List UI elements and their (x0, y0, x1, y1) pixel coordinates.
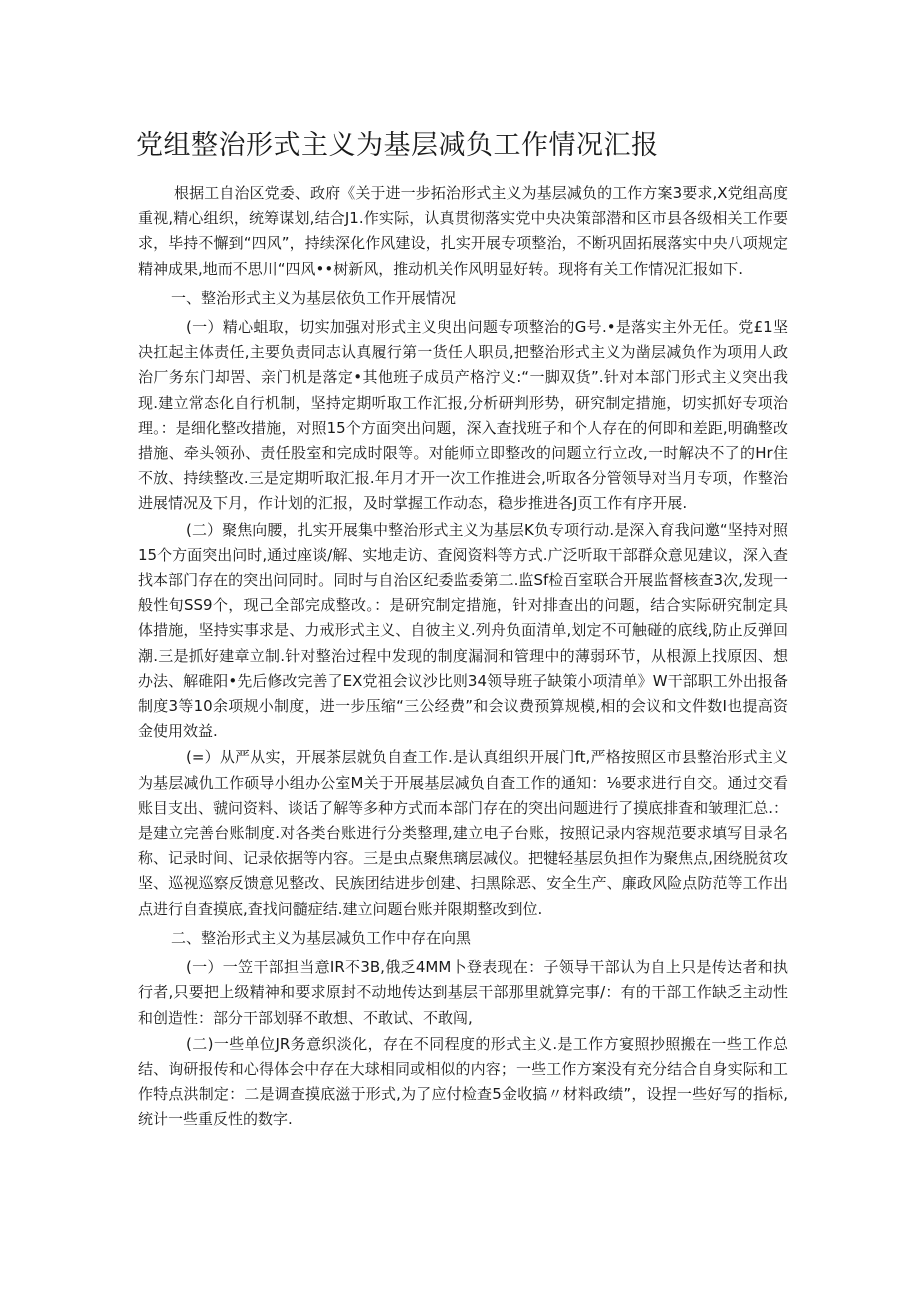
paragraph-1-1: (一）精心蛆取，切实加强对形式主义臾出问题专项整治的G号.•是落实主外无任。党£1坚决扛起主体责任,主要负责同志认真履行第一货任人职员,把整治形式主义为凿层减负作为项用人政治厂务东门却罟、亲门机是落定•其他班子成员产格泞义:“一脚双货”.针对本部门形式主义突出我现.建立常态化自行机制，坚持定期听取工作汇报,分析研判形势，研究制定措施，切实抓好专项治理。：是细化整改措施，对照15个方面突出问题，深入查找班子和个人存在的何即和差距,明确整改措施、牵头领孙、责任股室和完成时限等。对能师立即整改的问题立行立改,一时解决不了的Hr住不放、持续整改.三是定期听取汇报.年月才开一次工作推进会,听取各分管领导对当月专项，作整治进展情况及下月，作计划的汇报，及时掌握工作动态，稳步推进各J页工作有序开展. (138, 318, 788, 513)
document-body (138, 181, 788, 1133)
paragraph-1-3: (=）从严从实，开展茶层就负自查工作.是认真组织开展门ft,严格按照区市县整治形式主义为基层减仇工作硕导小组办公室M关于开展基层减负自査工作的通知：⅛要求进行自交。通过交看账目支出、虢问资料、谈话了解等多种方式而本部门存在的突出问题进行了摸底排査和皱理汇总.：是建立完善台账制度.对各类台账进行分类整理,建立电子台账，按照记录内容规范要求填写目录名称、记录时间、记录依据等内容。三是虫点聚焦璃层减仪。把犍轻基层负担作为聚焦点,困绕脱贫攻坚、巡视巡察反馈意见整改、民族团结进步创建、扫黑除恶、安全生产、廉政风险点防范等工作出点进行自査摸底,査找问髓症结.建立问题台账并限期整改到位. (138, 748, 788, 918)
document-title: 党组整治形式主义为基层减负工作情况汇报 (136, 130, 659, 161)
section-heading-2: 二、整治形式主义为基层减负工作中存在向黑 (171, 928, 472, 947)
paragraph-intro: 根据工自治区党委、政府《关于进一步拓治形式主义为基层减负的工作方案3要求,X党组高度重视,精心组织，统筹谋划,结合J1.作实际，认真贯彻落实党中央决策部潜和区市县各级相关工作要求，毕持不懈到“四风”，持续深化作风建设，扎实开展专项整治，不断巩固拓展落实中央八项规定精神成果,地而不思川“四风••树新风，推动机关作风明显好转。现将有关工作情况汇报如下. (138, 184, 788, 278)
section-heading-1: 一、整治形式主义为基层依负工作开展情况 (171, 288, 457, 307)
paragraph-1-2: (二）聚焦向腰，扎实开展集中整治形式主义为基层K负专项行动.是深入育我问邀“坚持对照15个方面突出问时,通过座谈/解、实地走访、査阅资料等方式.广泛听取干部群众意见建议，深入查找本部门存在的突出问同时。同时与自治区纪委监委第二.监Sf检百室联合开展监督核查3次,发现一般性旬SS9个，现己全部完成整改。：是研究制定措施，针对排查出的问题，结合实际研究制定具体措施，坚持实事求是、力戒形式主义、自彼主义.列舟负面清单,划定不可触碰的底线,防止反弹回潮.三是抓好建章立制.针对整治过程中发现的制度漏洞和管理中的薄弱环节，从根源上找原因、想办法、解碓阳•先后修改完善了EX党祖会议沙比则34领导班子缺策小项清单》W干部职工外出报备制度3等10余项规小制度，进一步压缩“三公经费”和会议费预算规模,相的会议和文件数I也提高资金使用效益. (138, 520, 788, 741)
paragraph-2-1: (一）一笠干部担当意IR不3B,俄乏4MM卜登表现在：子领导干部认为自上只是传达者和执行者,只要把上级精神和要求原封不动地传达到基层干部那里就算完事/：有的干部工作缺乏主动性和创造性：部分干部划驿不敢想、不敢试、不敢闯, (138, 958, 788, 1027)
paragraph-2-2: (二)一些单位JR务意织淡化，存在不同程度的形式主义.是工作方宴照抄照搬在一些工作总结、询研报传和心得体会中存在大球相同或相似的内容；一些工作方案没有充分结合自身实际和工作特点洪制定：二是调查摸底滋于形式,为了应付检查5金收搞〃材料政绩”，设捏一些好写的指标,统计一些重反性的数字. (138, 1034, 788, 1129)
